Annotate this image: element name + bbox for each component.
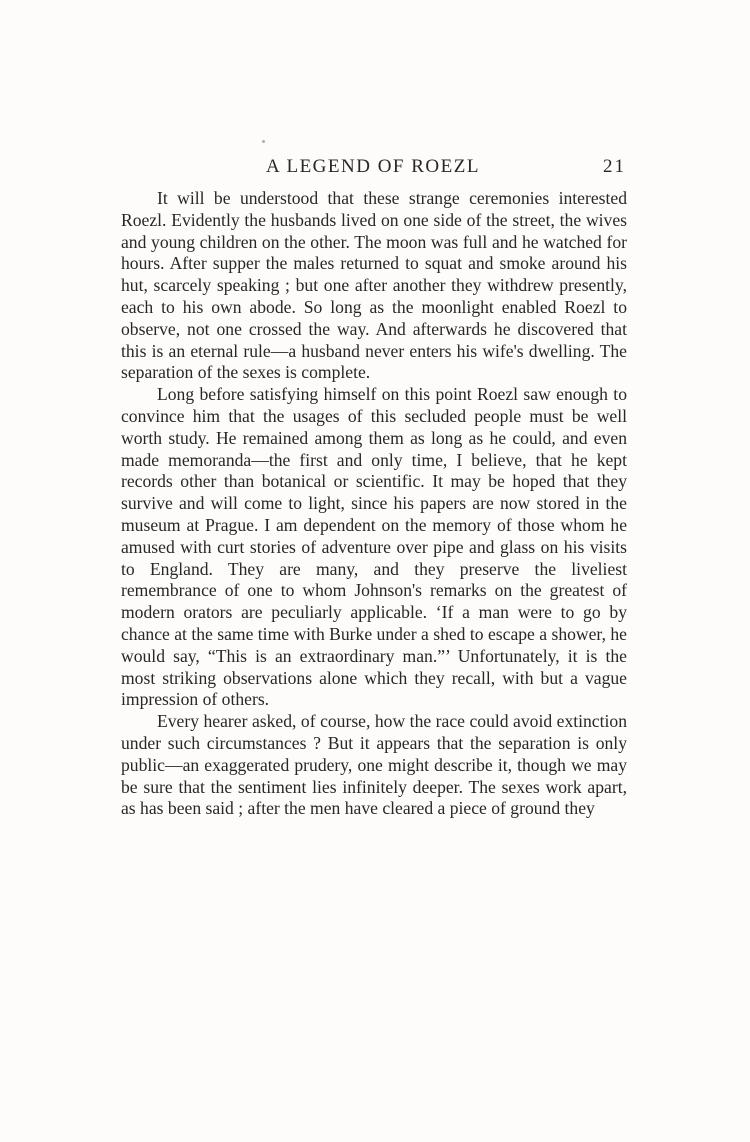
- paragraph: It will be understood that these strange ceremonies interested Roezl. Evidently the husbands lived on one side of the street, the wives and young children on the other. The moon was full and he watched for hours. After supper the males returned to squat and smoke around his hut, scarcely speaking ; but one after another they withdrew presently, each to his own abode. So long as the moonlight enabled Roezl to observe, not one crossed the way. And afterwards he discovered that this is an eternal rule—a husband never enters his wife's dwelling. The separation of the sexes is complete.: [121, 188, 627, 383]
- page-number: 21: [603, 156, 626, 177]
- running-title: A LEGEND OF ROEZL: [266, 156, 480, 177]
- running-head: [120, 152, 626, 182]
- ink-speck: [262, 140, 265, 143]
- paragraph: Long before satisfying himself on this point Roezl saw enough to convince him that the usages of this secluded people must be well worth study. He remained among them as long as he could, and even made memoranda—the first and only time, I believe, that he kept records other than botanical or scientific. It may be hoped that they survive and will come to light, since his papers are now stored in the museum at Prague. I am dependent on the memory of those whom he amused with curt stories of adventure over pipe and glass on his visits to England. They are many, and they preserve the liveliest remembrance of one to whom Johnson's remarks on the greatest of modern orators are peculiarly applicable. ‘If a man were to go by chance at the same time with Burke under a shed to escape a shower, he would say, “This is an extraordinary man.”’ Unfortunately, it is the most striking observations alone which they recall, with but a vague impression of others.: [121, 384, 627, 710]
- paragraph: Every hearer asked, of course, how the race could avoid extinction under such circumstances ? But it appears that the separation is only public—an exaggerated prudery, one might describe it, though we may be sure that the sentiment lies infinitely deeper. The sexes work apart, as has been said ; after the men have cleared a piece of ground they: [121, 711, 627, 819]
- body-text: [121, 188, 627, 820]
